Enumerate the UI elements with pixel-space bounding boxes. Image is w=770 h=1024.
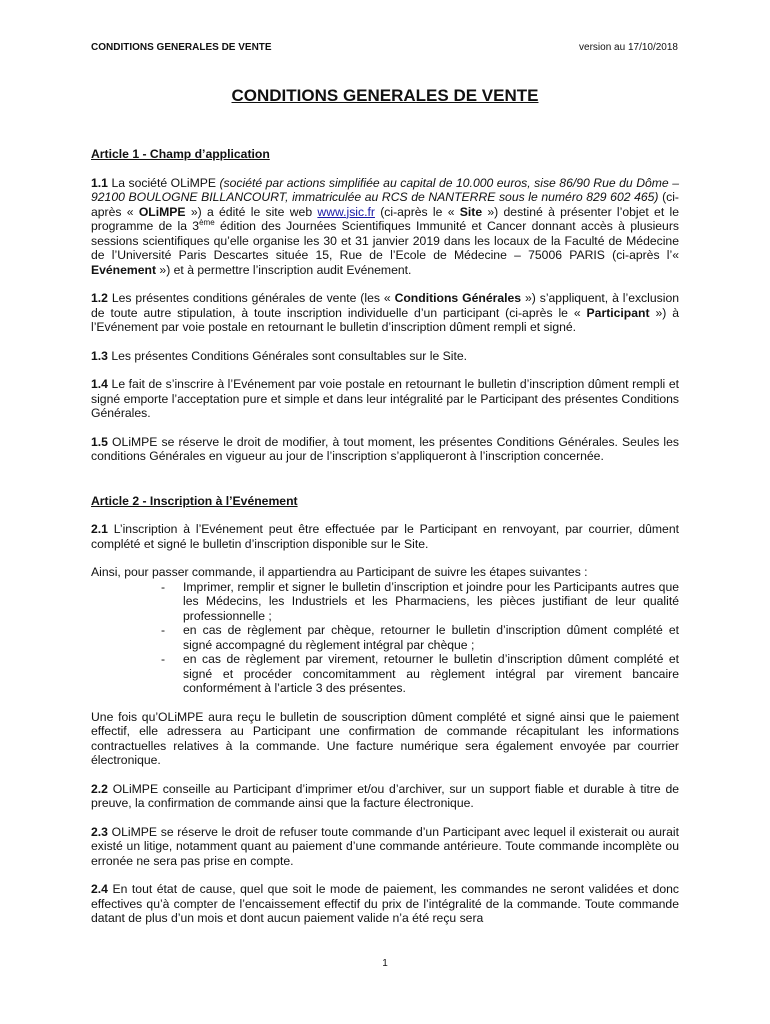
- list-bullet: -: [161, 652, 166, 666]
- list-bullet: -: [161, 579, 166, 594]
- steps-list: [91, 580, 679, 696]
- paragraph-number: 1.4: [91, 377, 108, 391]
- article-1-heading: Article 1 - Champ d’application: [91, 147, 270, 161]
- paragraph-2-4: 2.4 En tout état de cause, quel que soit le mode de paiement, les commandes ne seront validées et donc effectives qu’à compter de l’encaissement effectif du prix de l’intégralité de la commande. Toute commande datant de plus d’un mois et dont aucun paiement valide n’a été reçu sera: [91, 882, 679, 925]
- paragraph-1-3: 1.3 Les présentes Conditions Générales sont consultables sur le Site.: [91, 348, 468, 363]
- paragraph-number: 2.4: [91, 882, 108, 896]
- document-body: [91, 147, 679, 940]
- paragraph-number: 1.2: [91, 291, 108, 305]
- paragraph-1-2: 1.2 Les présentes conditions générales de vente (les « Conditions Générales ») s’appliquent, à l’exclusion de toute autre stipulation, à toute inscription individuelle d’un participant (ci-après le « Participant ») à l’Evénement par voie postale en retournant le bulletin d’inscription dûment rempli et signé.: [91, 291, 679, 334]
- paragraph-number: 2.3: [91, 824, 108, 839]
- paragraph-2-2: 2.2 OLiMPE conseille au Participant d’imprimer et/ou d’archiver, sur un support fiable et durable à titre de preuve, la confirmation de commande ainsi que la facture électronique.: [91, 781, 679, 810]
- paragraph-number: 1.3: [91, 348, 108, 363]
- paragraph-1-1: 1.1 La société OLiMPE (société par actions simplifiée au capital de 10.000 euros, sise 86/90 Rue du Dôme – 92100 BOULOGNE BILLANCOURT, immatriculée au RCS de NANTERRE sous le numéro 829 602 465) (ci-après « OLiMPE ») a édité le site web www.jsic.fr (ci-après le « Site ») destiné à présenter l’objet et le programme de la 3ème édition des Journées Scientifiques Immunité et Cancer donnant accès à plusieurs sessions scientifiques qu’elle organise les 30 et 31 janvier 2019 dans les locaux de la Faculté de Médecine de l’Université Paris Descartes située 15, Rue de l’Ecole de Médecine – 75006 PARIS (ci-après l’« Evénement ») et à permettre l’inscription audit Evénement.: [91, 175, 679, 277]
- paragraph-1-5: 1.5 OLiMPE se réserve le droit de modifier, à tout moment, les présentes Conditions Générales. Seules les conditions Générales en vigueur au jour de l’inscription s’appliqueront à l’inscription concernée.: [91, 434, 679, 463]
- list-bullet: -: [161, 623, 166, 637]
- paragraph-number: 2.2: [91, 781, 108, 796]
- page-title: CONDITIONS GENERALES DE VENTE: [231, 86, 539, 105]
- paragraph-number: 1.1: [91, 175, 108, 190]
- site-link[interactable]: www.jsic.fr: [317, 204, 375, 219]
- page-number: 1: [382, 958, 388, 969]
- article-2-heading: Article 2 - Inscription à l’Evénement: [91, 493, 298, 508]
- paragraph-number: 2.1: [91, 522, 108, 536]
- paragraph-number: 1.5: [91, 434, 108, 449]
- paragraph-2-1: 2.1 L’inscription à l’Evénement peut être effectuée par le Participant en renvoyant, par courrier, dûment complété et signé le bulletin d’inscription disponible sur le Site.: [91, 522, 679, 551]
- running-header-title: CONDITIONS GENERALES DE VENTE: [91, 42, 272, 53]
- paragraph-confirmation: Une fois qu’OLiMPE aura reçu le bulletin de souscription dûment complété et signé ainsi que le paiement effectif, elle adressera au Participant une confirmation de commande récapitulant les informations contractuelles relatives à la commande. Une facture numérique sera également envoyée par courrier électronique.: [91, 709, 679, 767]
- steps-intro: Ainsi, pour passer commande, il appartiendra au Participant de suivre les étapes suivantes :: [91, 565, 588, 579]
- list-item: - en cas de règlement par chèque, retourner le bulletin d’inscription dûment complété et signé accompagné du règlement intégral par chèque ;: [161, 623, 679, 652]
- list-item: - en cas de règlement par virement, retourner le bulletin d’inscription dûment complété et signé et procéder concomitamment au règlement intégral par virement bancaire conformément à l’article 3 des présentes.: [161, 652, 679, 695]
- paragraph-2-3: 2.3 OLiMPE se réserve le droit de refuser toute commande d’un Participant avec lequel il existerait ou aurait existé un litige, notamment quant au paiement d’une commande antérieure. Toute commande incomplète ou erronée ne sera pas prise en compte.: [91, 824, 679, 868]
- running-header-version: version au 17/10/2018: [579, 42, 678, 53]
- paragraph-1-4: 1.4 Le fait de s’inscrire à l’Evénement par voie postale en retournant le bulletin d’inscription dûment rempli et signé emporte l’acceptation pure et simple et dans leur intégralité par le Participant des présentes Conditions Générales.: [91, 377, 679, 420]
- list-item: - Imprimer, remplir et signer le bulletin d’inscription et joindre pour les Participants autres que les Médecins, les Industriels et les Pharmaciens, les pièces justifiant de leur qualité professionnelle ;: [161, 579, 679, 623]
